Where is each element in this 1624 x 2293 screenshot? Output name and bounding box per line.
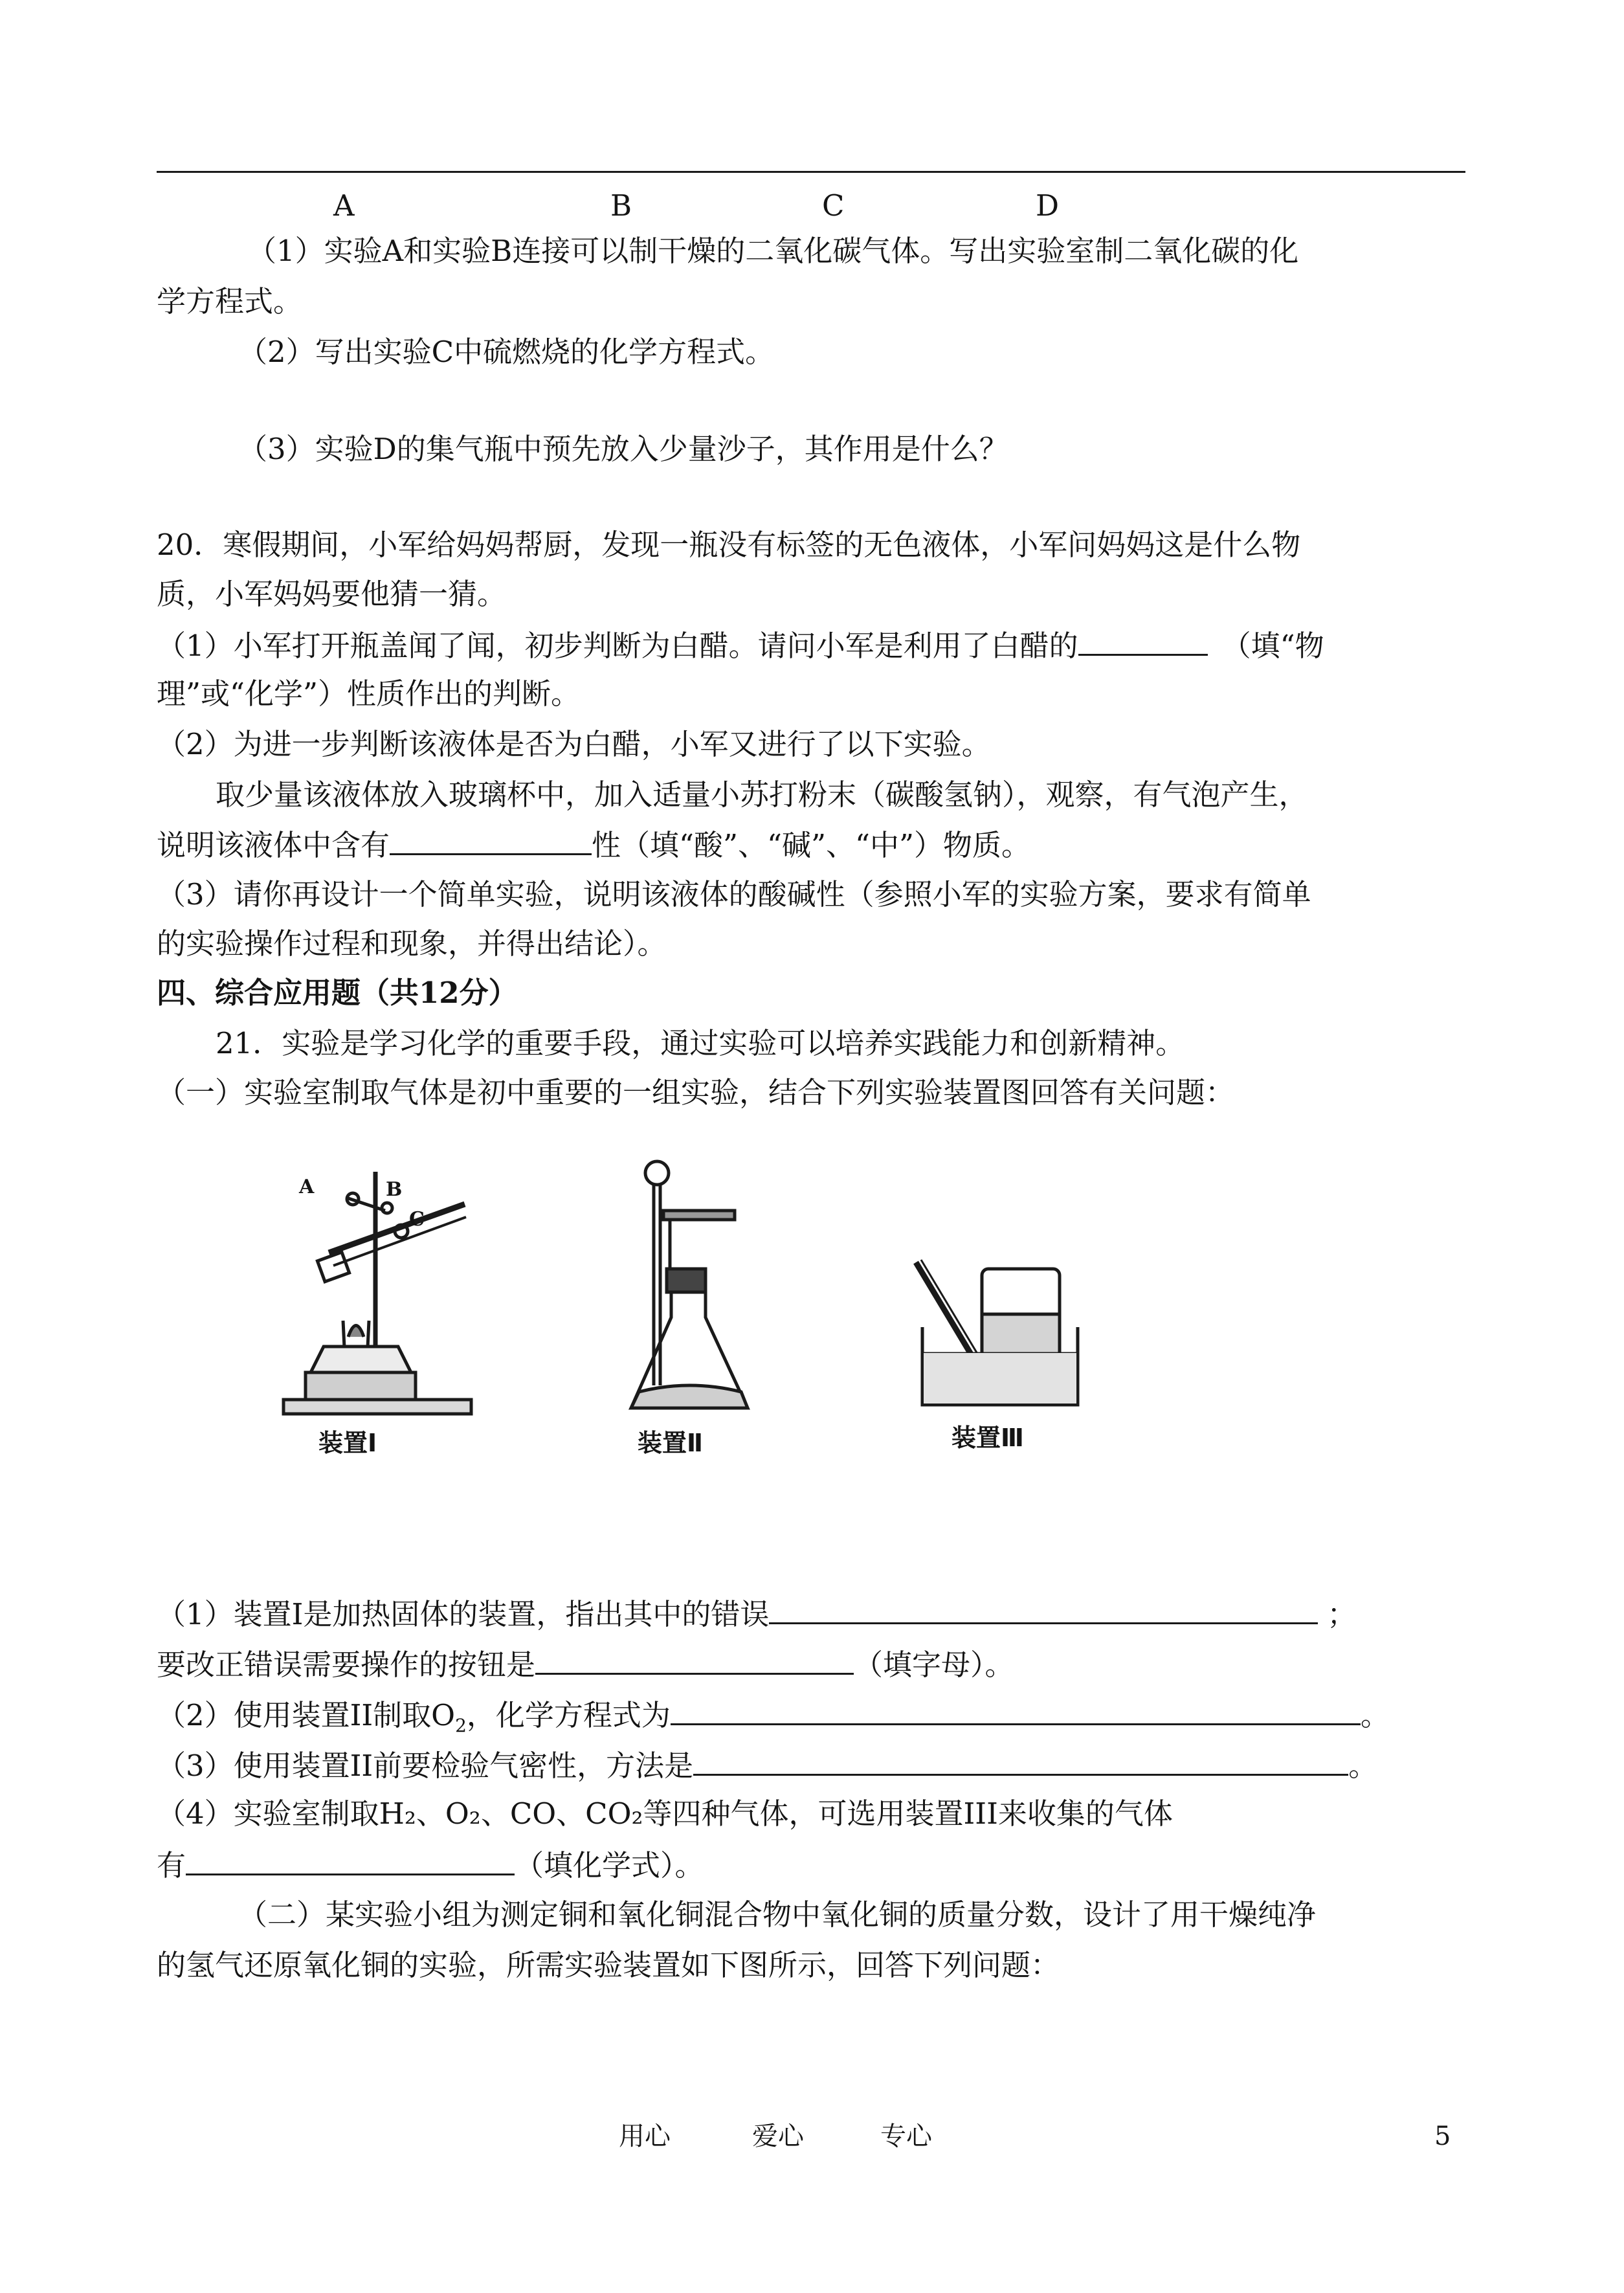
figure-label-d: D — [1036, 188, 1060, 223]
footer-slogan-2: 爱心 — [752, 2121, 804, 2151]
knob-label-b: B — [386, 1178, 403, 1201]
q19-part1-line1: （1）实验A和实验B连接可以制干燥的二氧化碳气体。写出实验室制二氧化碳的化 — [247, 234, 1299, 268]
q20-part2: （2）为进一步判断该液体是否为白醋，小军又进行了以下实验。 — [157, 727, 991, 761]
q20-stem-line2: 质，小军妈妈要他猜一猜。 — [157, 577, 507, 611]
q20-part2-detail-line1: 取少量该液体放入玻璃杯中，加入适量小苏打粉末（碳酸氢钠），观察，有气泡产生， — [216, 777, 1308, 812]
q21-intro: 21．实验是学习化学的重要手段，通过实验可以培养实践能力和创新精神。 — [216, 1026, 1185, 1060]
q21-p1-line1: （1）装置I是加热固体的装置，指出其中的错误 ； — [157, 1594, 1356, 1634]
q21-p3: （3）使用装置II前要检验气密性，方法是 。 — [157, 1745, 1377, 1785]
q19-part1-line2: 学方程式。 — [157, 284, 303, 319]
page-number: 5 — [1434, 2121, 1451, 2151]
figure-label-a: A — [333, 188, 355, 223]
q19-part2: （2）写出实验C中硫燃烧的化学方程式。 — [238, 335, 775, 369]
knob-label-a: A — [299, 1176, 315, 1198]
answer-blank[interactable] — [671, 1695, 1361, 1725]
footer-slogan-1: 用心 — [619, 2121, 671, 2151]
q21-p1-line2: 要改正错误需要操作的按钮是 （填字母）。 — [157, 1644, 1014, 1684]
q21-part1-intro: （一）实验室制取气体是初中重要的一组实验，结合下列实验装置图回答有关问题： — [157, 1075, 1235, 1110]
q20-part1-line2: 理”或“化学”）性质作出的判断。 — [157, 677, 581, 711]
answer-blank[interactable] — [693, 1745, 1348, 1776]
q20-stem-line1: 20．寒假期间，小军给妈妈帮厨，发现一瓶没有标签的无色液体，小军问妈妈这是什么物 — [157, 528, 1301, 562]
answer-blank[interactable] — [769, 1594, 1318, 1624]
answer-blank[interactable] — [186, 1845, 515, 1875]
apparatus-1-label: 装置Ⅰ — [318, 1429, 377, 1457]
q20-part3-line1: （3）请你再设计一个简单实验，说明该液体的酸碱性（参照小军的实验方案，要求有简单 — [157, 877, 1311, 912]
q20-part2-detail-line2: 说明该液体中含有 性（填“酸”、“碱”、“中”）物质。 — [157, 825, 1030, 865]
answer-blank[interactable] — [1078, 625, 1208, 656]
apparatus-3-label: 装置Ⅲ — [951, 1424, 1024, 1452]
q20-part1-line1: （1）小军打开瓶盖闻了闻，初步判断为白醋。请问小军是利用了白醋的 （填“物 — [157, 625, 1324, 666]
q19-part3: （3）实验D的集气瓶中预先放入少量沙子，其作用是什么？ — [238, 432, 1008, 466]
q21-part2-line1: （二）某实验小组为测定铜和氧化铜混合物中氧化铜的质量分数，设计了用干燥纯净 — [238, 1897, 1317, 1932]
footer-slogan-3: 专心 — [880, 2121, 932, 2151]
apparatus-2-figure — [618, 1159, 773, 1418]
q21-p2: （2）使用装置II制取$O_2$，化学方程式为 。 — [157, 1695, 1390, 1745]
q21-p4-line1: （4）实验室制取H₂、O₂、CO、CO₂等四种气体，可选用装置III来收集的气体 — [157, 1796, 1173, 1831]
apparatus-3-figure — [909, 1243, 1084, 1411]
header-rule — [157, 171, 1465, 173]
section-heading: 四、综合应用题（共12分） — [157, 976, 518, 1010]
figure-label-b: B — [610, 188, 632, 223]
figure-label-c: C — [822, 188, 845, 223]
answer-blank[interactable] — [390, 825, 592, 855]
q20-part3-line2: 的实验操作过程和现象，并得出结论）。 — [157, 926, 667, 961]
q21-p4-line2: 有 （填化学式）。 — [157, 1845, 704, 1885]
answer-blank[interactable] — [535, 1644, 854, 1675]
apparatus-1-figure — [272, 1159, 485, 1431]
q21-part2-line2: 的氢气还原氧化铜的实验，所需实验装置如下图所示，回答下列问题： — [157, 1948, 1060, 1982]
apparatus-2-label: 装置Ⅱ — [638, 1429, 704, 1457]
knob-label-c: C — [409, 1208, 425, 1231]
